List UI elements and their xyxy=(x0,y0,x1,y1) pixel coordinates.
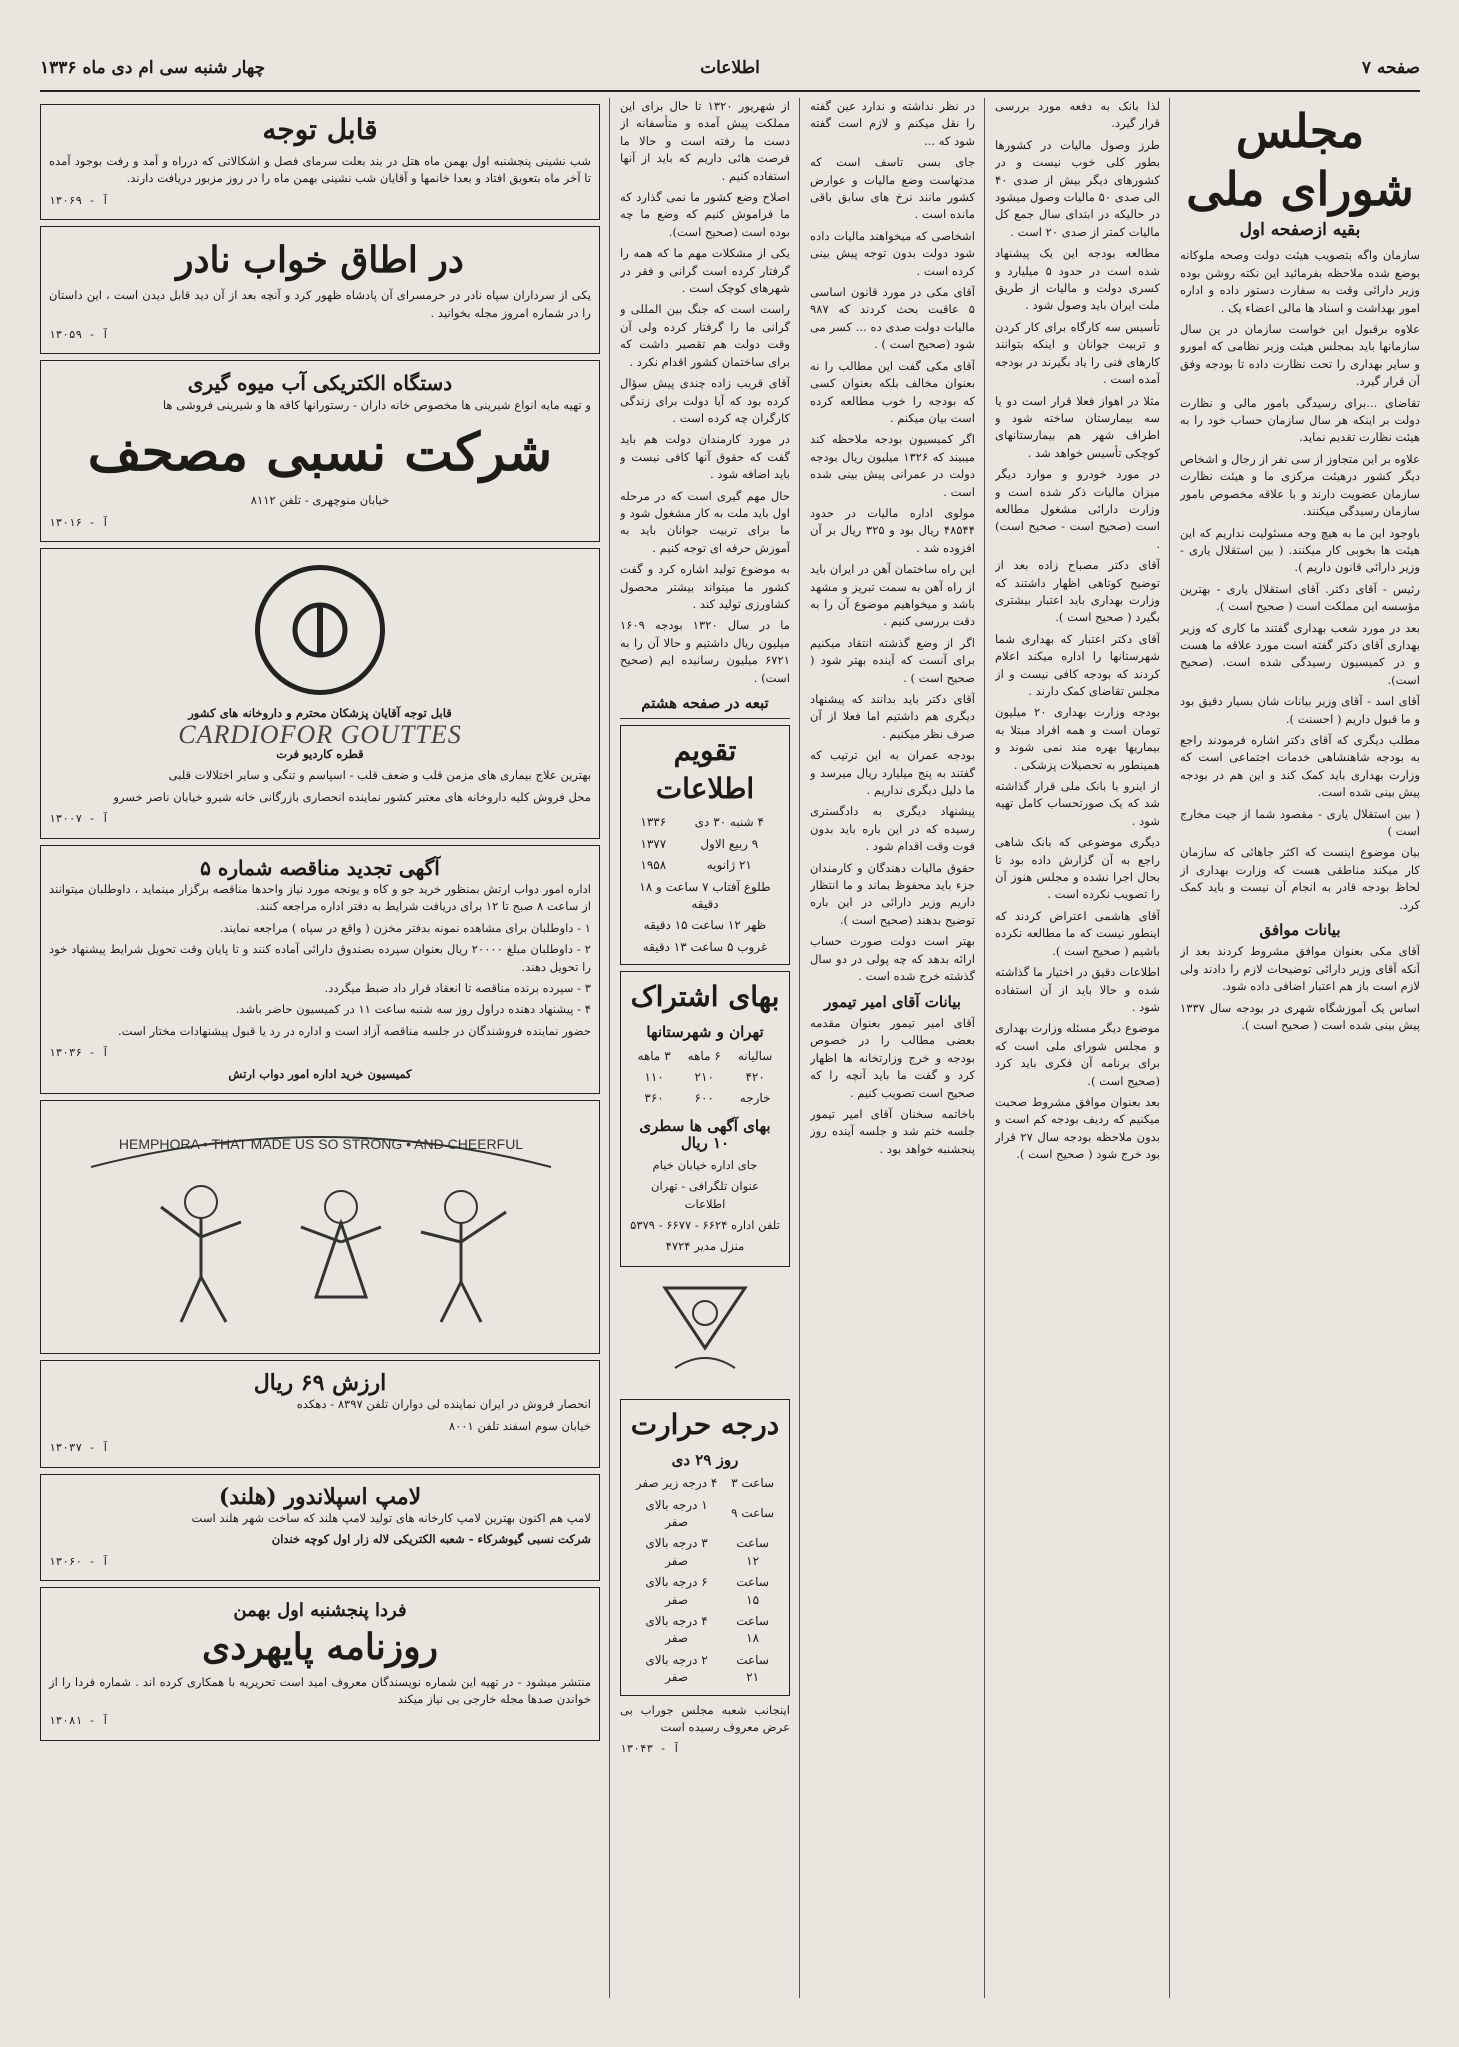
ad-code: آ - ۱۳۰۶۹ xyxy=(49,193,109,207)
calendar-cell: ۱۹۵۸ xyxy=(640,858,667,873)
table-cell: ۱ درجه بالای صفر xyxy=(645,1497,708,1529)
paragraph: اشخاصی که میخواهند مالیات داده شود دولت بدون توجه پیش بینی کرده است . xyxy=(810,228,975,278)
juicer-ad xyxy=(40,360,600,542)
column-divider xyxy=(799,98,800,1998)
ad-code: آ - ۱۳۰۰۷ xyxy=(49,812,109,826)
table-cell: ساعت ۱۸ xyxy=(736,1613,769,1646)
calendar-title: تقویم اطلاعات xyxy=(655,734,755,806)
office-phones: تلفن اداره ۶۶۲۴ - ۶۶۷۷ - ۵۳۷۹ xyxy=(630,1217,780,1232)
calendar-row xyxy=(629,915,781,936)
calendar-cell: ۱۳۷۷ xyxy=(640,836,667,851)
newspaper-page xyxy=(40,50,1420,2010)
paragraph: حقوق مالیات دهندگان و کارمندان جزء باید محفوظ بماند و ما انتظار داریم وزیر دارائی در این باره توضیح بدهند (صحیح است ). xyxy=(810,860,975,927)
table-cell: ۶۰۰ xyxy=(694,1091,714,1106)
table-cell: ۱۱۰ xyxy=(644,1070,664,1085)
tender-signature: کمیسیون خرید اداره امور دواب ارتش xyxy=(228,1066,412,1081)
weekly-ad xyxy=(40,1587,600,1741)
paragraph: تقاضای ...برای رسیدگی بامور مالی و نظارت دولت بر اینکه هر سال سازمان حساب خود را به هیئت نظارت تقدیم نماید. xyxy=(1180,395,1420,445)
nader-ad xyxy=(40,226,600,354)
cardio-headline: قابل توجه آقایان پزشکان محترم و داروخانه های کشور xyxy=(188,706,452,721)
paragraph: آقای قریب زاده چندی پیش سؤال کرده بود که آیا دولت برای زندگی کارگران چه کرده است . xyxy=(620,376,790,425)
table-cell: ساعت ۲۱ xyxy=(736,1652,769,1685)
weekly-text: منتشر میشود - در تهیه این شماره نویسندگان معروف امید است تحریریه با همکاری کرده اند . شماره فردا را از خواندن صدها مجله خارجی بی نیاز میکند xyxy=(49,1674,591,1707)
paragraph: مطالعه بودجه این یک پیشنهاد شده است در حدود ۵ میلیارد و کسری دولت و مالیات از طریق ملت ایران باید وصول شود . xyxy=(995,246,1160,313)
paragraph: مولوی اداره مالیات در حدود ۴۸۵۴۴ ریال بود و ۳۲۵ ریال بر آن افزوده شد . xyxy=(810,505,975,555)
paragraph: باوجود این ما به هیچ وجه مسئولیت نداریم که این هیئت ها بخوبی کار میکنند. ( بین استقلال یاری - وزیر دارائی قانون داریم ). xyxy=(1180,525,1420,575)
continued-label: بقیه ازصفحه اول xyxy=(1239,220,1361,240)
calendar-cell: طلوع آفتاب ۷ ساعت و ۱۸ دقیقه xyxy=(639,879,771,912)
calendar-table xyxy=(629,812,781,958)
paragraph: بودجه عمران به این ترتیب که گفتند به پنج میلیارد ریال میرسد و ما دلیل دیگری نداریم . xyxy=(810,748,975,798)
table-cell: ۴ درجه بالای صفر xyxy=(645,1613,708,1646)
subscription-header-row xyxy=(629,1046,781,1067)
table-cell: ۶ درجه بالای صفر xyxy=(645,1575,708,1607)
ad-code: آ - ۱۳۰۸۱ xyxy=(49,1714,109,1728)
ad-code: آ - ۱۳۰۴۳ xyxy=(620,1742,680,1756)
emblem-icon xyxy=(655,1278,755,1388)
paragraph: علاوه برقبول این خواست سازمان در ین سال سازمانها باید بمجلس هیئت وزیر نظامی که امورو و سایر بهداری را تحت نظارت داده تا بودجه وفق آن قرار گیرد. xyxy=(1180,322,1420,389)
subscription-subtitle: تهران و شهرستانها xyxy=(646,1023,764,1042)
masthead xyxy=(40,50,1420,92)
paragraph: اطلاعات دقیق در اختیار ما گذاشته شده و حالا باید از آن استفاده شود . xyxy=(995,965,1160,1014)
tender-item: ۴ - پیشنهاد دهنده دراول روز سه شنبه ساعت ۱۱ در کمیسیون حاضر باشد. xyxy=(235,1002,591,1017)
office-address: جای اداره خیابان خیام xyxy=(652,1157,758,1172)
weather-table xyxy=(629,1473,781,1688)
tender-item: ۳ - سپرده برنده مناقصه تا انعقاد قرار داد ضبط میگردد. xyxy=(324,980,591,995)
subscription-title: بهای اشتراک xyxy=(630,980,780,1014)
paragraph: از اینرو با بانک ملی قرار گذاشته شد که یک صورتحساب کامل تهیه شود . xyxy=(995,779,1160,828)
calendar-row xyxy=(629,937,781,958)
telegraph-address: عنوان تلگرافی - تهران اطلاعات xyxy=(650,1179,760,1211)
weather-title: درجه حرارت xyxy=(630,1407,780,1441)
tender-item: ۲ - داوطلبان مبلغ ۲۰۰۰۰ ریال بعنوان سپرده بصندوق دارائی آماده کنند و تا پایان وقت تحویل شرایط پیشنهاد خود را تحویل دهند. xyxy=(49,942,591,974)
calendar-box xyxy=(620,725,790,965)
paragraph: آقای مکی در مورد قانون اساسی ۵ عاقبت بحث کردند که ۹۸۷ مالیات دولت صدی ده ... کسر می شود (صحیح است ) . xyxy=(810,285,975,352)
lamp-dealer: شرکت نسبی گیوشرکاء - شعبه الکتریکی لاله زار اول کوچه خندان xyxy=(271,1532,591,1547)
notice-title: قابل توجه xyxy=(262,113,378,146)
paragraph: راست است که جنگ بین المللی و گرانی ما را گرفتار کرده ولی آن وقت دولت هم تقصیر داشت که برای ساختمان کشور اقدام نکرد . xyxy=(620,302,790,369)
continued-note: تبعه در صفحه هشتم xyxy=(641,694,769,712)
lamp-title: لامپ اسپلاندور (هلند) xyxy=(218,1483,422,1510)
paragraph: لذا بانک به دفعه مورد بررسی قرار گیرد. xyxy=(995,99,1160,131)
hemphora-ad-illustration xyxy=(40,1100,600,1354)
calendar-cell: ۹ ربیع الاول xyxy=(700,836,759,851)
table-cell: ۲ درجه بالای صفر xyxy=(645,1652,708,1685)
paragraph: بهتر است دولت صورت حساب ارائه بدهد که چه پولی در دو سال گذشته خرج شده است . xyxy=(810,934,975,984)
paragraph: آقای دکتر باید بدانند که پیشنهاد دیگری هم داشتیم اما فعلا از آن صرف نظر میکنیم . xyxy=(810,692,975,741)
paragraph: بعد در مورد شعب بهداری گفتند ما کاری که وزیر بهداری آقای دکتر گفته است مورد علاقه ما هست و در کمیسیون رسیدگی شده است. (صحیح است). xyxy=(1180,620,1420,687)
company-name: شرکت نسبی مصحف xyxy=(87,422,553,484)
paragraph: طرز وصول مالیات در کشورها بطور کلی خوب نیست و در کشورهای دیگر بیش از صدی ۴۰ الی صدی ۵۰ مالیات وصول میشود در حالیکه در ابتدای سال جمع کل مالیات کمتر از صدی ۲۰ است . xyxy=(995,137,1160,239)
paragraph: جای بسی تاسف است که مدتهاست وضع مالیات و عوارض کشور مانند نرخ های سابق باقی مانده است . xyxy=(810,155,975,222)
page-number: صفحه ۷ xyxy=(1361,58,1420,78)
juicer-text: و تهیه مایه انواع شیرینی ها مخصوص خانه داران - رستورانها کافه ها و شیرینی فروشی ها xyxy=(162,397,591,412)
table-cell: ۲۱۰ xyxy=(694,1070,714,1085)
tender-text: اداره امور دواب ارتش بمنظور خرید جو و کاه و یونجه مورد نیاز واحدها مناقصه برگزار مینماید ، داوطلبان میتوانند از ساعت ۸ صبح تا ۱۲ برای دریافت شرایط به دفتر اداره مراجعه کنند. xyxy=(49,881,591,914)
paragraph: ( بین استقلال یاری - مقصود شما از جیت مخارج است ) xyxy=(1180,806,1420,838)
paragraph: از شهریور ۱۳۲۰ تا حال برای این مملکت پیش آمده و متأسفانه از دست ما رفته است و حالا ما فرصت هائی داریم که باید از آنها استفاده کنیم . xyxy=(620,99,790,183)
column-divider xyxy=(984,98,985,1998)
table-cell: ۳ درجه بالای صفر xyxy=(645,1536,708,1568)
nader-text: یکی از سرداران سپاه نادر در حرمسرای آن پادشاه ظهور کرد و آنچه بعد از آن دید قابل دیدن است ، این داستان را در شماره امروز مجله بخوانید . xyxy=(49,288,591,320)
tender-item: ۱ - داوطلبان برای مشاهده نمونه بدفتر مخزن ( واقع در سپاه ) مراجعه نمایند. xyxy=(219,920,591,935)
article-headline: مجلس شورای ملی xyxy=(1186,104,1414,216)
price-text: خیابان سوم اسفند تلفن ۸۰۰۱ xyxy=(448,1418,591,1433)
company-address: خیابان منوچهری - تلفن ۸۱۱۲ xyxy=(250,493,390,508)
table-cell: ساعت ۱۲ xyxy=(736,1536,769,1568)
article-column-4 xyxy=(620,98,790,1998)
cardio-description: بهترین علاج بیماری های مزمن قلب و ضعف قلب - اسپاسم و تنگی و سایر اختلالات قلبی xyxy=(168,768,591,783)
weekly-title: روزنامه پایهردی xyxy=(202,1625,438,1668)
weather-day: روز ۲۹ دی xyxy=(671,1450,739,1469)
paragraph: حال مهم گیری است که در مرحله اول باید ملت به کار مشغول شود و ما برای تربیت جوانان باید به آموزش حرفه ای توجه کنیم . xyxy=(620,488,790,555)
weekly-pre: فردا پنجشنبه اول بهمن xyxy=(233,1600,407,1622)
small-ad: اینجانب شعبه مجلس جوراب بی عرض معروف رسیده است xyxy=(620,1702,790,1734)
paragraph: یکی از مشکلات مهم ما که همه را گرفتار کرده است گرانی و فقر در شهرهای کوچک است . xyxy=(620,246,790,296)
cardio-persian-name: قطره کاردیو فرت xyxy=(276,746,364,761)
ad-code: آ - ۱۳۰۱۶ xyxy=(49,515,109,529)
table-cell: ۴۲۰ xyxy=(745,1070,765,1085)
paragraph: اگر کمیسیون بودجه ملاحظه کند میبیند که ۱۳۲۶ میلیون ریال بودجه دولت در عمرانی پیش بینی شده است . xyxy=(810,432,975,499)
director-phone: منزل مدیر ۴۷۲۴ xyxy=(665,1239,745,1254)
paragraph: پیشنهاد دیگری به دادگستری رسیده که در این باره باید بدون فوت وقت اقدام شود . xyxy=(810,804,975,854)
paragraph: در مورد خودرو و موارد دیگر میزان مالیات ذکر شده است و وزارت دارائی مشغول مطالعه است (صحیح است - صحیح است) . xyxy=(995,467,1160,551)
price-ad xyxy=(40,1360,600,1468)
tender-title: آگهی تجدید مناقصه شماره ۵ xyxy=(200,855,440,880)
paragraph: آقای مکی گفت این مطالب را نه بعنوان مخالف بلکه بعنوان کسی که بودجه را خوب مطالعه کرده است بیان میکنم . xyxy=(810,358,975,425)
subscription-row xyxy=(629,1088,781,1109)
notice-ad xyxy=(40,104,600,220)
calendar-cell: ۲۱ ژانویه xyxy=(706,858,752,873)
calendar-cell: ظهر ۱۲ ساعت ۱۵ دقیقه xyxy=(643,918,767,933)
paragraph: آقای اسد - آقای وزیر بیانات شان بسیار دقیق بود و ما قبول داریم ( احسنت ). xyxy=(1180,694,1420,726)
tender-ad xyxy=(40,845,600,1094)
price-title: ارزش ۶۹ ریال xyxy=(253,1369,387,1396)
calendar-row xyxy=(629,812,781,833)
tender-item: حضور نماینده فروشندگان در جلسه مناقصه آزاد است و اداره در رد یا قبول پیشنهادات مختار است. xyxy=(117,1023,591,1038)
calendar-row xyxy=(629,855,781,876)
price-text: انحصار فروش در ایران نماینده لی دواران تلفن ۸۳۹۷ - دهکده xyxy=(296,1397,591,1412)
paragraph: آقای هاشمی اعتراض کردند که اینطور نیست که ما مطالعه نکرده باشیم ( صحیح است ). xyxy=(995,908,1160,958)
table-cell: خارجه xyxy=(739,1091,771,1106)
column-divider xyxy=(1169,98,1170,1998)
weather-row xyxy=(629,1473,781,1494)
notice-text: شب نشینی پنجشنبه اول بهمن ماه هتل در بند بعلت سرمای فصل و اشکالاتی که درراه و آمد و رفت بوجود آمده تا آخر ماه بتعویق افتاد و بعدا خانمها و آقایان شب نشینی بهمن ماه را در روز مزبور دریافت دارند. xyxy=(49,154,591,186)
cardio-ad xyxy=(40,548,600,838)
article-column-2 xyxy=(995,98,1160,1998)
table-cell: ۳۶۰ xyxy=(644,1091,664,1106)
cardio-latin-name: CARDIOFOR GOUTTES xyxy=(178,720,462,750)
paragraph: بعد بعنوان موافق مشروط صحبت میکنیم که ردیف بودجه کم است و بدون ملاحظه بودجه سال ۲۷ قرار بود خرج شود ( صحیح است ). xyxy=(995,1094,1160,1162)
paper-name: اطلاعات xyxy=(700,58,760,78)
subscription-table xyxy=(629,1046,781,1110)
calendar-row xyxy=(629,877,781,916)
weather-row xyxy=(629,1572,781,1611)
calendar-cell: ۱۳۳۶ xyxy=(640,815,667,830)
calendar-cell: غروب ۵ ساعت ۱۳ دقیقه xyxy=(642,939,768,954)
ad-code: آ - ۱۳۰۵۹ xyxy=(49,328,109,342)
paragraph: دیگری موضوعی که بانک شاهی راجع به آن گزارش داده بود تا بحال اجرا نشده و مجلس هنوز آن را تصویب نکرده است . xyxy=(995,835,1160,902)
lamp-text: لامپ هم اکنون بهترین لامپ کارخانه های تولید لامپ هلند که ساخت شهر هلند است xyxy=(191,1511,591,1525)
juicer-title: دستگاه الکتریکی آب میوه گیری xyxy=(187,371,453,396)
paragraph: آقای امیر تیمور بعنوان مقدمه بعضی مطالب را در خصوص بودجه و خرج وزارتخانه ها اظهار کرد و گفت ما باید آنچه را که صحیح است تصویب کنیم . xyxy=(810,1015,975,1100)
lamp-ad xyxy=(40,1474,600,1582)
paragraph: باخاتمه سخنان آقای امیر تیمور جلسه ختم شد و جلسه آینده روز پنجشنبه خواهد بود . xyxy=(810,1106,975,1156)
issue-date: چهار شنبه سی ام دی ماه ۱۳۳۶ xyxy=(40,58,266,78)
paragraph: اگر از وضع گذشته انتقاد میکنیم برای آنست که آینده بهتر شود ( صحیح است ) . xyxy=(810,635,975,685)
weather-row xyxy=(629,1611,781,1650)
ad-code: آ - ۱۳۰۳۶ xyxy=(49,1046,109,1060)
paragraph: آقای دکتر اعتبار که بهداری شما شهرستانها را اداره میکند اعلام کردند که بودجه کافی نیست و از مجلس تقاضای کمک دارند . xyxy=(995,631,1160,698)
paragraph: علاوه بر این متجاوز از سی نفر از رجال و اشخاص دیگر کشور درهیئت مرکزی ما و هیئت نظارت سازمان عضویت دارند و با علاقه مخصوص بامور سازمان رسیدگی میکنند. xyxy=(1180,451,1420,519)
ads-column xyxy=(40,98,600,1998)
article-column-1 xyxy=(1180,98,1420,1998)
ad-rate: بهای آگهی ها سطری ۱۰ ریال xyxy=(639,1116,771,1153)
paragraph: این راه ساختمان آهن در ایران باید از راه آهن به سمت تبریز و مشهد باشد و میخواهیم موضوع آن را به دقت بررسی کنیم . xyxy=(810,562,975,629)
table-cell: ۴ درجه زیر صفر xyxy=(635,1476,718,1491)
paragraph: تأسیس سه کارگاه برای کار کردن و تربیت جوانان و اینکه بتوانند کارهای فنی را یاد بگیرند در بودجه آمده است . xyxy=(995,319,1160,387)
calendar-row xyxy=(629,834,781,855)
section-heading: بیانات موافق xyxy=(1259,921,1341,940)
table-cell: ساعت ۹ xyxy=(731,1506,775,1521)
cardio-emblem-icon xyxy=(285,595,355,665)
table-cell: سالیانه xyxy=(737,1048,773,1063)
paragraph: موضوع دیگر مسئله وزارت بهداری و مجلس شورای ملی است که برای برنامه آن فکری باید کرد (صحیح است ). xyxy=(995,1021,1160,1088)
subscription-row xyxy=(629,1067,781,1088)
paragraph: آقای مکی بعنوان موافق مشروط کردند بعد از آنکه آقای وزیر دارائی توضیحات لازم را دادند ولی لازم است باز هم اعتبار اضافی داده شود. xyxy=(1180,944,1420,994)
table-cell: ۳ ماهه xyxy=(637,1048,671,1063)
paragraph: به موضوع تولید اشاره کرد و گفت کشور ما میتواند بیشتر محصول کشاورزی تولید کند . xyxy=(620,562,790,611)
paragraph: آقای دکتر مصباح زاده بعد از توضیح کوتاهی اظهار داشتند که وزارت بهداری باید اعتبار بیشتری بگیرد ( صحیح است ). xyxy=(995,558,1160,625)
paragraph: بودجه وزارت بهداری ۲۰ میلیون تومان است و همه افراد مبتلا به بیماریها بهره مند نمی شوند و همینطور به تحصیلات پزشکی . xyxy=(995,705,1160,772)
subscription-box xyxy=(620,971,790,1266)
paragraph: رئیس - آقای دکتر. آقای استقلال یاری - بهترین مؤسسه این مملکت است ( صحیح است ). xyxy=(1180,581,1420,614)
paragraph: ما در سال ۱۳۲۰ بودجه ۱۶۰۹ میلیون ریال داشتیم و حالا آن را به ۶۷۲۱ میلیون رسانیده ایم (صحیح است) . xyxy=(620,618,790,685)
calendar-cell: ۴ شنبه ۳۰ دی xyxy=(694,815,764,830)
paragraph: سازمان واگه بتصویب هیئت دولت وصحه ملوکانه بوضع شده ملاحظه بفرمائید این نکته روشن بوده وزیر دارائی وقت به سفارت دستور داده و اداره امور بهداشت و اسناد ها مالی اعضاء یک . xyxy=(1180,248,1420,315)
table-cell: ۶ ماهه xyxy=(687,1048,721,1063)
weather-box xyxy=(620,1399,790,1696)
table-cell: ساعت ۳ xyxy=(731,1476,775,1491)
paragraph: بیان موضوع اینست که اکثر جاهائی که سازمان کار میکند مناطقی هست که وزارت بهداری از لحاظ بودجه قادر به انجام آن نیست و باید کمک کرد. xyxy=(1180,845,1420,912)
paragraph: اساس یک آموزشگاه شهری در بودجه سال ۱۳۳۷ پیش بینی شده است ( صحیح است ). xyxy=(1180,1000,1420,1033)
paragraph: در مورد کارمندان دولت هم باید گفت که حقوق آنها کافی نیست و باید اضافه شود . xyxy=(620,432,790,482)
ad-code: آ - ۱۳۰۶۰ xyxy=(49,1554,109,1568)
cardio-logo-icon xyxy=(255,565,385,695)
paragraph: مثلا در اهواز فعلا قرار است دو یا سه بیمارستان ساخته شود و اطراف شهر هم بیمارستانهای کوچکی تأسیس خواهد شد . xyxy=(995,393,1160,460)
cardio-distribution: محل فروش کلیه داروخانه های معتبر کشور نماینده انحصاری بازرگانی خانه شیرو خیابان ناصر خسرو xyxy=(113,789,591,804)
weather-row xyxy=(629,1650,781,1689)
table-cell: ساعت ۱۵ xyxy=(736,1575,769,1607)
paragraph: اصلاح وضع کشور ما نمی گذارد که ما فراموش کنیم که وضع ما چه بوده است (صحیح است). xyxy=(620,190,790,239)
paragraph: مطلب دیگری که آقای دکتر اشاره فرمودند راجع به بودجه شاهنشاهی خدمات اجتماعی است که وزارت بهداری باید کمک کند و این هم در بودجه پیش بینی شده است. xyxy=(1180,732,1420,800)
ad-code: آ - ۱۳۰۳۷ xyxy=(49,1441,109,1455)
article-column-3 xyxy=(810,98,975,1998)
illustration-banner: HEMPHORA • THAT MADE US SO STRONG • AND CHEERFUL xyxy=(118,1135,524,1152)
column-divider xyxy=(609,98,610,1998)
divider xyxy=(620,718,790,719)
nader-title: در اطاق خواب نادر xyxy=(176,239,464,282)
weather-row xyxy=(629,1533,781,1572)
weather-row xyxy=(629,1495,781,1534)
paragraph: در نظر نداشته و ندارد عین گفته را نقل میکنم و لازم است گفته شود که ... xyxy=(810,99,975,148)
dancing-figures-icon xyxy=(51,1107,591,1335)
section-heading: بیانات آقای امیر تیمور xyxy=(824,992,961,1011)
stamp-emblem xyxy=(620,1273,790,1393)
